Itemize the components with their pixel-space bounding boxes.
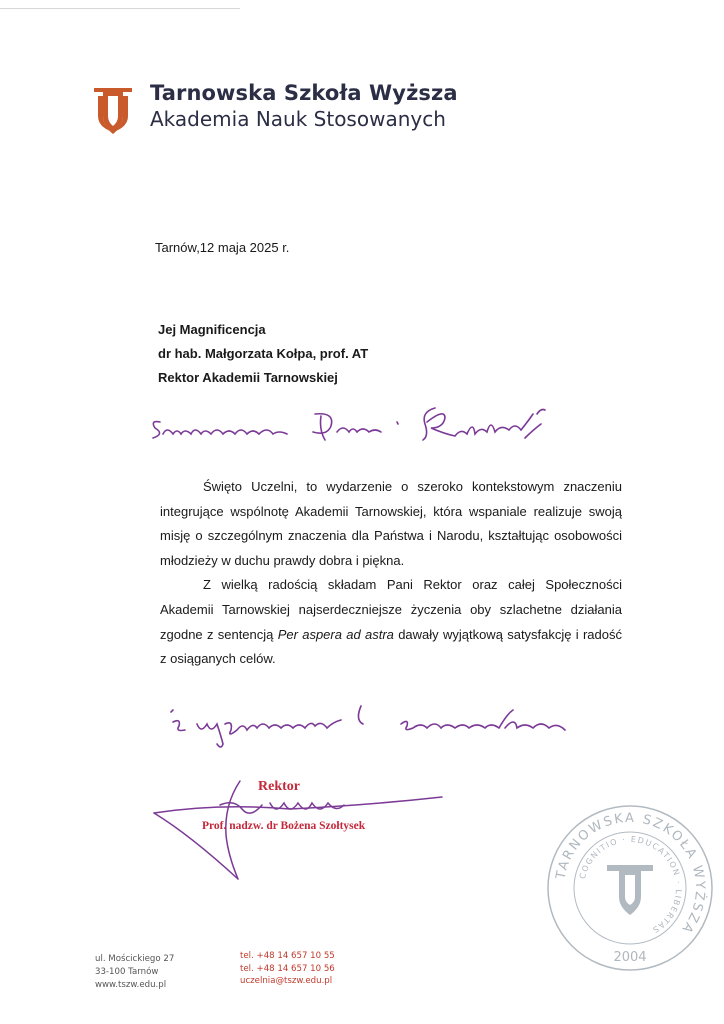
- body-paragraph-2: [160, 573, 622, 671]
- body-paragraph-1: Święto Uczelni, to wydarzenie o szeroko kontekstowym znaczeniu integrujące wspólnotę Akademii Tarnowskiej, która wspaniale realizuje swoją misję o szczególnym znaczenia dla Państwa i Narodu, kształtując osobowości młodzieży w duchu prawdy dobra i piękna.: [160, 479, 622, 568]
- recipient-line-1: Jej Magnificencja: [158, 322, 266, 337]
- footer-street: ul. Mościckiego 27: [95, 954, 175, 964]
- body-paragraph-2-after: dawały wyjątkową satysfakcję i radość z osiąganych celów.: [160, 626, 623, 667]
- footer-contact: [240, 950, 335, 988]
- footer-address: [95, 953, 174, 992]
- handwritten-salutation: [145, 400, 555, 455]
- recipient-block: [158, 318, 368, 390]
- recipient-line-3: Rektor Akademii Tarnowskiej: [158, 370, 338, 385]
- footer-website[interactable]: www.tszw.edu.pl: [95, 980, 167, 990]
- footer-phone-1: tel. +48 14 657 10 55: [240, 951, 335, 961]
- round-seal-stamp: [545, 803, 715, 973]
- tsw-shield-logo-icon: [92, 86, 134, 136]
- org-name: Tarnowska Szkoła Wyższa: [150, 81, 458, 105]
- recipient-line-2: dr hab. Małgorzata Kołpa, prof. AT: [158, 346, 369, 361]
- stamp-title: Rektor: [258, 779, 300, 794]
- letterhead: [92, 80, 458, 136]
- footer-email[interactable]: uczelnia@tszw.edu.pl: [240, 976, 333, 986]
- stamp-name: Prof. nadzw. dr Bożena Szołtysek: [202, 820, 366, 832]
- seal-year: 2004: [613, 950, 647, 965]
- body-paragraph-2-before: Z wielką radością składam Pani Rektor oraz całej Społeczności Akademii Tarnowskiej najserdeczniejsze życzenia oby szlachetne działania zgodne z sentencją: [160, 577, 622, 642]
- footer-city: 33-100 Tarnów: [95, 967, 159, 977]
- seal-inner-text: COGNITIO · EDUCATION · LIBERTAS: [577, 834, 684, 936]
- footer-phone-2: tel. +48 14 657 10 56: [240, 963, 335, 974]
- letter-body: [160, 475, 622, 672]
- top-divider: [0, 8, 240, 9]
- seal-outer-text: TARNOWSKA SZKOŁA WYŻSZA: [553, 810, 708, 937]
- org-subtitle: Akademia Nauk Stosowanych: [150, 107, 446, 131]
- handwritten-closing: [165, 700, 585, 760]
- signature-block: [150, 775, 450, 885]
- body-latin-sentence: Per aspera ad astra: [277, 626, 394, 642]
- letter-date: Tarnów,12 maja 2025 r.: [155, 240, 290, 255]
